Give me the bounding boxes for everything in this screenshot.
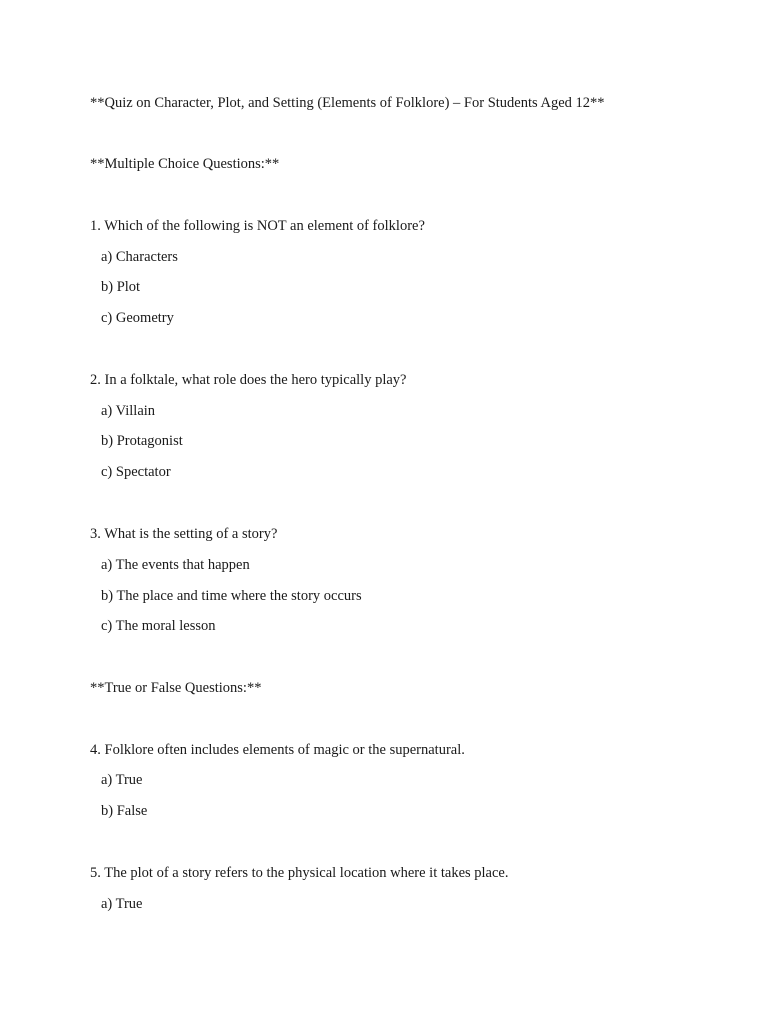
question-3: 3. What is the setting of a story? bbox=[90, 526, 278, 542]
question-1-option-a: a) Characters bbox=[101, 249, 178, 265]
question-3-option-c: c) The moral lesson bbox=[101, 618, 216, 634]
question-2-option-c: c) Spectator bbox=[101, 464, 171, 480]
question-4: 4. Folklore often includes elements of magic or the supernatural. bbox=[90, 742, 465, 758]
quiz-title: **Quiz on Character, Plot, and Setting (Elements of Folklore) – For Students Aged 12** bbox=[90, 95, 605, 111]
true-false-heading: **True or False Questions:** bbox=[90, 680, 262, 696]
multiple-choice-heading: **Multiple Choice Questions:** bbox=[90, 156, 280, 172]
question-1-option-b: b) Plot bbox=[101, 279, 141, 295]
question-3-option-b: b) The place and time where the story occurs bbox=[101, 588, 362, 604]
question-1-option-c: c) Geometry bbox=[101, 310, 174, 326]
question-2-option-a: a) Villain bbox=[101, 403, 156, 419]
question-5: 5. The plot of a story refers to the physical location where it takes place. bbox=[90, 865, 509, 881]
question-1: 1. Which of the following is NOT an element of folklore? bbox=[90, 218, 425, 234]
question-4-option-b: b) False bbox=[101, 803, 148, 819]
question-2-option-b: b) Protagonist bbox=[101, 433, 183, 449]
question-2: 2. In a folktale, what role does the hero typically play? bbox=[90, 372, 407, 388]
question-3-option-a: a) The events that happen bbox=[101, 557, 250, 573]
question-4-option-a: a) True bbox=[101, 772, 143, 788]
question-5-option-a: a) True bbox=[101, 896, 143, 912]
